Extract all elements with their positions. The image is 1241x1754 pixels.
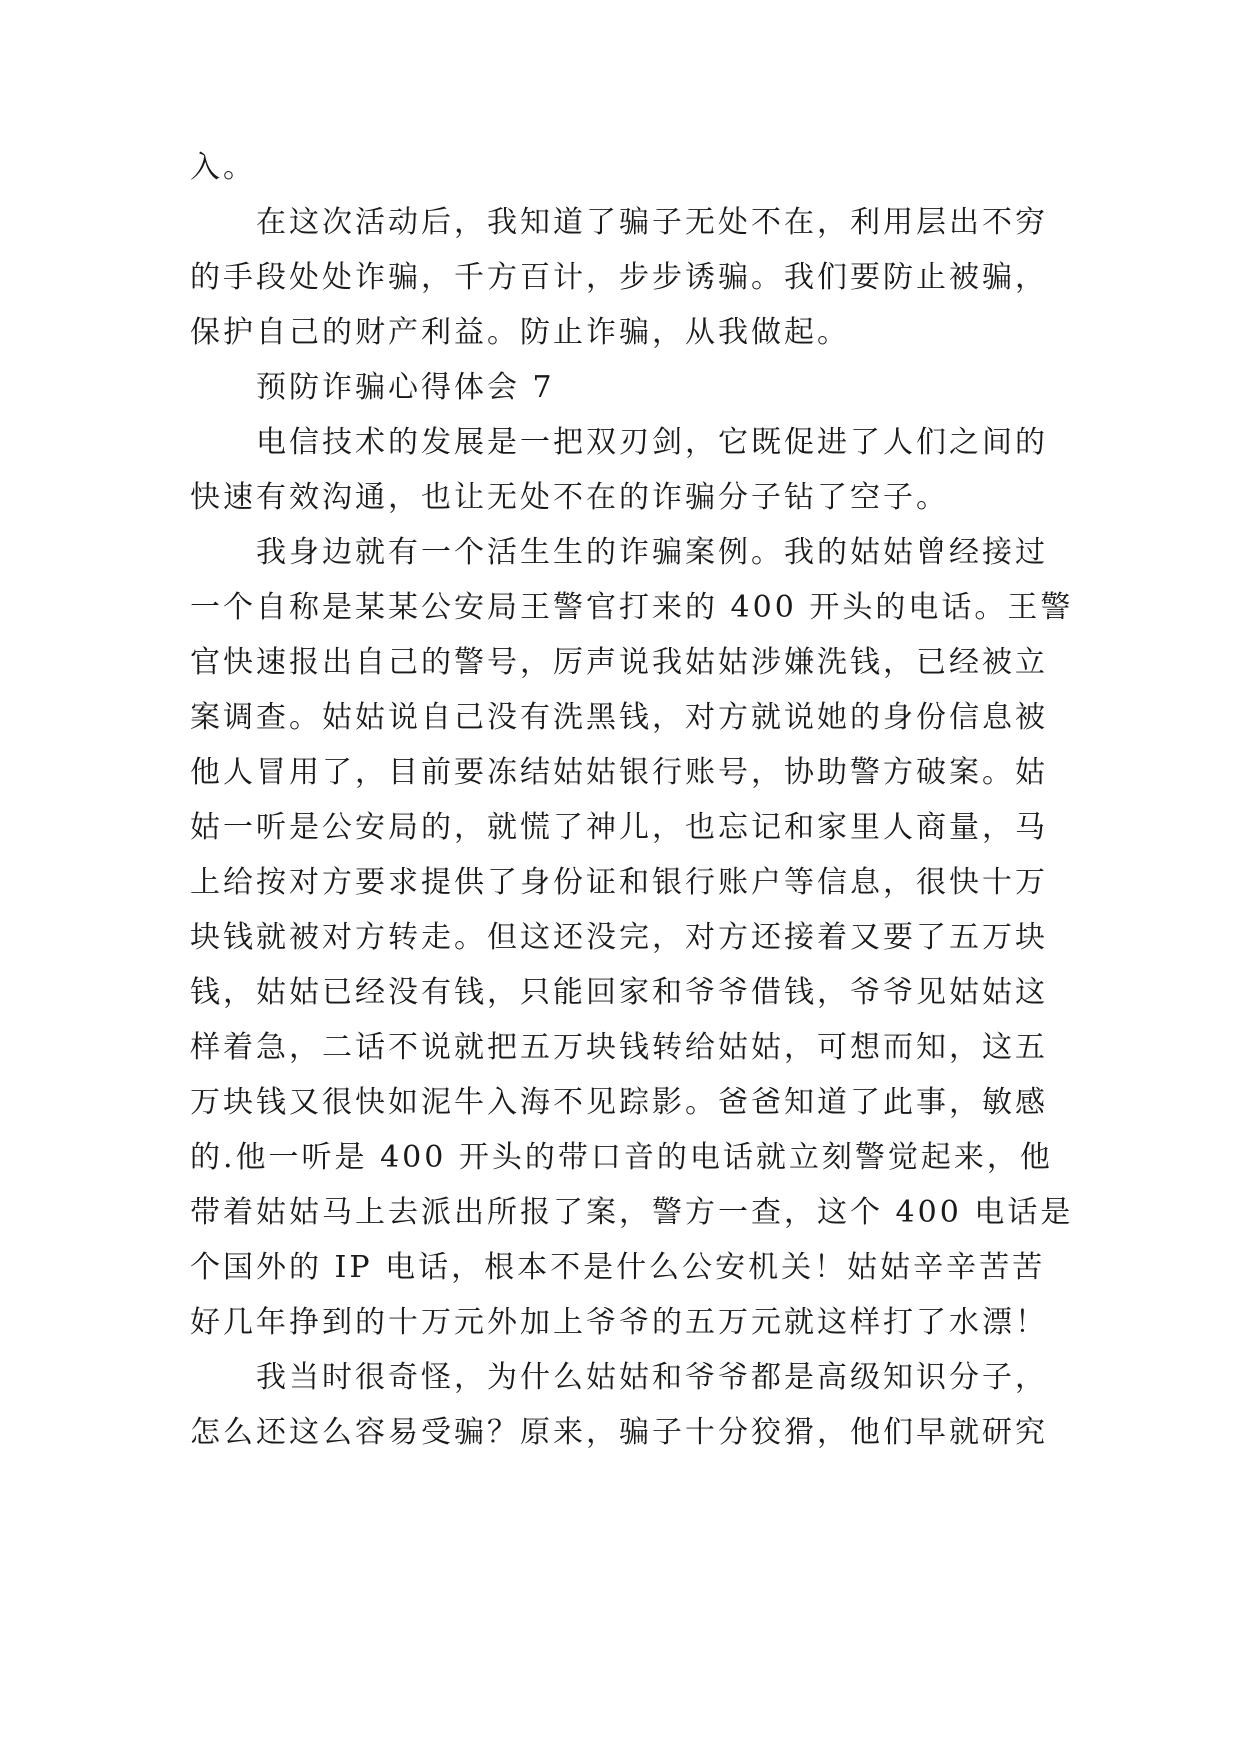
text-line: 官快速报出自己的警号，厉声说我姑姑涉嫌洗钱，已经被立: [190, 645, 1048, 680]
text-line: 好几年挣到的十万元外加上爷爷的五万元就这样打了水漂！: [190, 1305, 1048, 1340]
section-heading: 预防诈骗心得体会 7: [256, 370, 555, 405]
text-line: 姑一听是公安局的，就慌了神儿，也忘记和家里人商量，马: [190, 810, 1048, 845]
text-line: 钱，姑姑已经没有钱，只能回家和爷爷借钱，爷爷见姑姑这: [190, 975, 1048, 1010]
text-line: 的.他一听是 400 开头的带口音的电话就立刻警觉起来，他: [190, 1140, 1053, 1175]
paragraph-first-line: 在这次活动后，我知道了骗子无处不在，利用层出不穷: [256, 205, 1048, 240]
paragraph-first-line: 我身边就有一个活生生的诈骗案例。我的姑姑曾经接过: [256, 535, 1048, 570]
text-line: 入。: [190, 150, 256, 185]
text-line: 带着姑姑马上去派出所报了案，警方一查，这个 400 电话是: [190, 1195, 1074, 1230]
text-line: 万块钱又很快如泥牛入海不见踪影。爸爸知道了此事，敏感: [190, 1085, 1048, 1120]
paragraph-first-line: 我当时很奇怪，为什么姑姑和爷爷都是高级知识分子，: [256, 1360, 1048, 1395]
text-line: 样着急，二话不说就把五万块钱转给姑姑，可想而知，这五: [190, 1030, 1048, 1065]
text-line: 案调查。姑姑说自己没有洗黑钱，对方就说她的身份信息被: [190, 700, 1048, 735]
text-line: 一个自称是某某公安局王警官打来的 400 开头的电话。王警: [190, 590, 1074, 625]
text-line: 个国外的 IP 电话，根本不是什么公安机关！姑姑辛辛苦苦: [190, 1250, 1046, 1285]
text-line: 的手段处处诈骗，千方百计，步步诱骗。我们要防止被骗，: [190, 260, 1048, 295]
paragraph-first-line: 电信技术的发展是一把双刃剑，它既促进了人们之间的: [256, 425, 1048, 460]
text-line: 怎么还这么容易受骗？原来，骗子十分狡猾，他们早就研究: [190, 1415, 1048, 1450]
text-line: 他人冒用了，目前要冻结姑姑银行账号，协助警方破案。姑: [190, 755, 1048, 790]
text-line: 块钱就被对方转走。但这还没完，对方还接着又要了五万块: [190, 920, 1048, 955]
text-line: 保护自己的财产利益。防止诈骗，从我做起。: [190, 315, 850, 350]
text-line: 上给按对方要求提供了身份证和银行账户等信息，很快十万: [190, 865, 1048, 900]
text-line: 快速有效沟通，也让无处不在的诈骗分子钻了空子。: [190, 480, 949, 515]
